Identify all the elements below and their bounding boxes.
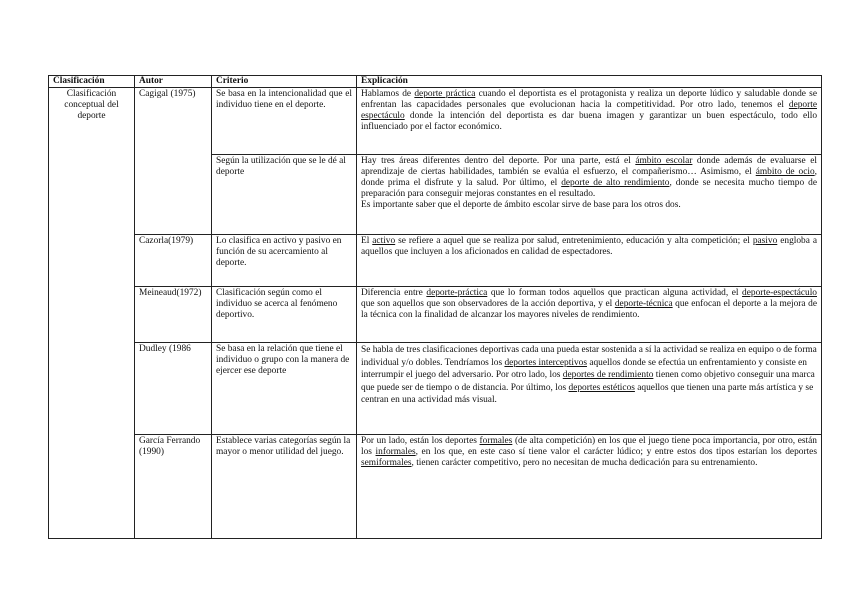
table-edge-line xyxy=(134,536,135,538)
term: deporte espectáculo xyxy=(361,100,817,121)
term: deporte-técnica xyxy=(614,299,673,309)
table-edge-line xyxy=(48,536,49,538)
term: informales xyxy=(375,447,416,457)
header-autor: Autor xyxy=(135,76,212,88)
header-row xyxy=(49,76,822,88)
term: activo xyxy=(372,236,396,246)
author-cell: Cagigal (1975) xyxy=(135,88,212,235)
explanation-cell: Por un lado, están los deportes formales (de alta competición) en los que el juego tiene poca importancia, por otro, están los informales, en los que, en este caso sí tiene valor el carácter lúdico; y entre estos dos tipos estarían los deportes semiformales, tienen carácter competitivo, pero no necesitan de mucha dedicación para su entrenamiento. xyxy=(357,435,822,539)
term: semiformales xyxy=(361,458,412,468)
classification-table xyxy=(48,75,822,539)
table-row xyxy=(49,343,822,435)
term: deporte de alto rendimiento xyxy=(561,178,670,188)
explanation-cell: Se habla de tres clasificaciones deportivas cada una pueda estar sostenida a sí la actividad se realiza en equipo o de forma individual y/o dobles. Tendríamos los deportes interceptivos aquellos donde se efectúa un enfrentamiento y consiste en interrumpir el juego del adversario. Por otro lado, los deportes de rendimiento tienen como objetivo conseguir una marca que puede ser de tiempo o de distancia. Por último, los deportes estéticos aquellos que tienen una parte más artística y se centran en una actividad más visual. xyxy=(357,343,822,435)
author-cell: García Ferrando (1990) xyxy=(135,435,212,539)
explanation-cell: El activo se refiere a aquel que se realiza por salud, entretenimiento, educación y alta competición; el pasivo engloba a aquellos que incluyen a los aficionados en calidad de espectadores. xyxy=(357,235,822,287)
criterion-cell: Se basa en la intencionalidad que el individuo tiene en el deporte. xyxy=(212,88,357,155)
term: ámbito escolar xyxy=(635,156,693,166)
criterion-cell: Establece varias categorías según la mayor o menor utilidad del juego. xyxy=(212,435,357,539)
table-row xyxy=(49,435,822,539)
explanation-cell: Hay tres áreas diferentes dentro del deporte. Por una parte, está el ámbito escolar donde además de evaluarse el aprendizaje de ciertas habilidades, también se evalúa el esfuerzo, el compañerismo… Asimismo, el ámbito de ocio, donde prima el disfrute y la salud. Por último, el deporte de alto rendimiento, donde se necesita mucho tiempo de preparación para conseguir mejoras constantes en el resultado. Es importante saber que el deporte de ámbito escolar sirve de base para los otros dos. xyxy=(357,155,822,235)
criterion-cell: Clasificación según como el individuo se acerca al fenómeno deportivo. xyxy=(212,287,357,343)
criterion-cell: Se basa en la relación que tiene el individuo o grupo con la manera de ejercer ese deporte xyxy=(212,343,357,435)
table-row xyxy=(49,88,822,155)
table-row xyxy=(49,235,822,287)
table-row xyxy=(49,287,822,343)
term: deporte-espectáculo xyxy=(742,288,817,298)
explanation-cell: Diferencia entre deporte-práctica que lo forman todos aquellos que practican alguna actividad, el deporte-espectáculo que son aquellos que son observadores de la acción deportiva, y el deporte-técnica que enfocan el deporte a la mejora de la técnica con la finalidad de alcanzar los mayores niveles de rendimiento. xyxy=(357,287,822,343)
author-cell: Cazorla(1979) xyxy=(135,235,212,287)
author-cell: Meineaud(1972) xyxy=(135,287,212,343)
classification-label: Clasificación conceptual del deporte xyxy=(64,89,119,121)
author-cell: Dudley (1986 xyxy=(135,343,212,435)
term: deportes estéticos xyxy=(568,382,635,393)
term: deporte práctica xyxy=(414,89,476,99)
header-explicacion: Explicación xyxy=(357,76,822,88)
criterion-cell: Lo clasifica en activo y pasivo en función de su acercamiento al deporte. xyxy=(212,235,357,287)
criterion-cell: Según la utilización que se le dé al deporte xyxy=(212,155,357,235)
term: ámbito de ocio xyxy=(755,167,815,177)
term: deportes de rendimiento xyxy=(562,370,654,381)
header-clasificacion: Clasificación xyxy=(49,76,135,88)
term: pasivo xyxy=(752,236,778,246)
term: deportes interceptivos xyxy=(504,357,587,368)
term: formales xyxy=(479,436,513,446)
explanation-cell: Hablamos de deporte práctica cuando el deportista es el protagonista y realiza un deporte lúdico y saludable donde se enfrentan las capacidades personales que evolucionan hacia la competitividad. Por otro lado, tenemos el deporte espectáculo donde la intención del deportista es dar buena imagen y garantizar un buen espectáculo, todo ello influenciado por el factor económico. xyxy=(357,88,822,155)
classification-cell xyxy=(49,88,135,539)
header-criterio: Criterio xyxy=(212,76,357,88)
term: deporte-práctica xyxy=(426,288,488,298)
